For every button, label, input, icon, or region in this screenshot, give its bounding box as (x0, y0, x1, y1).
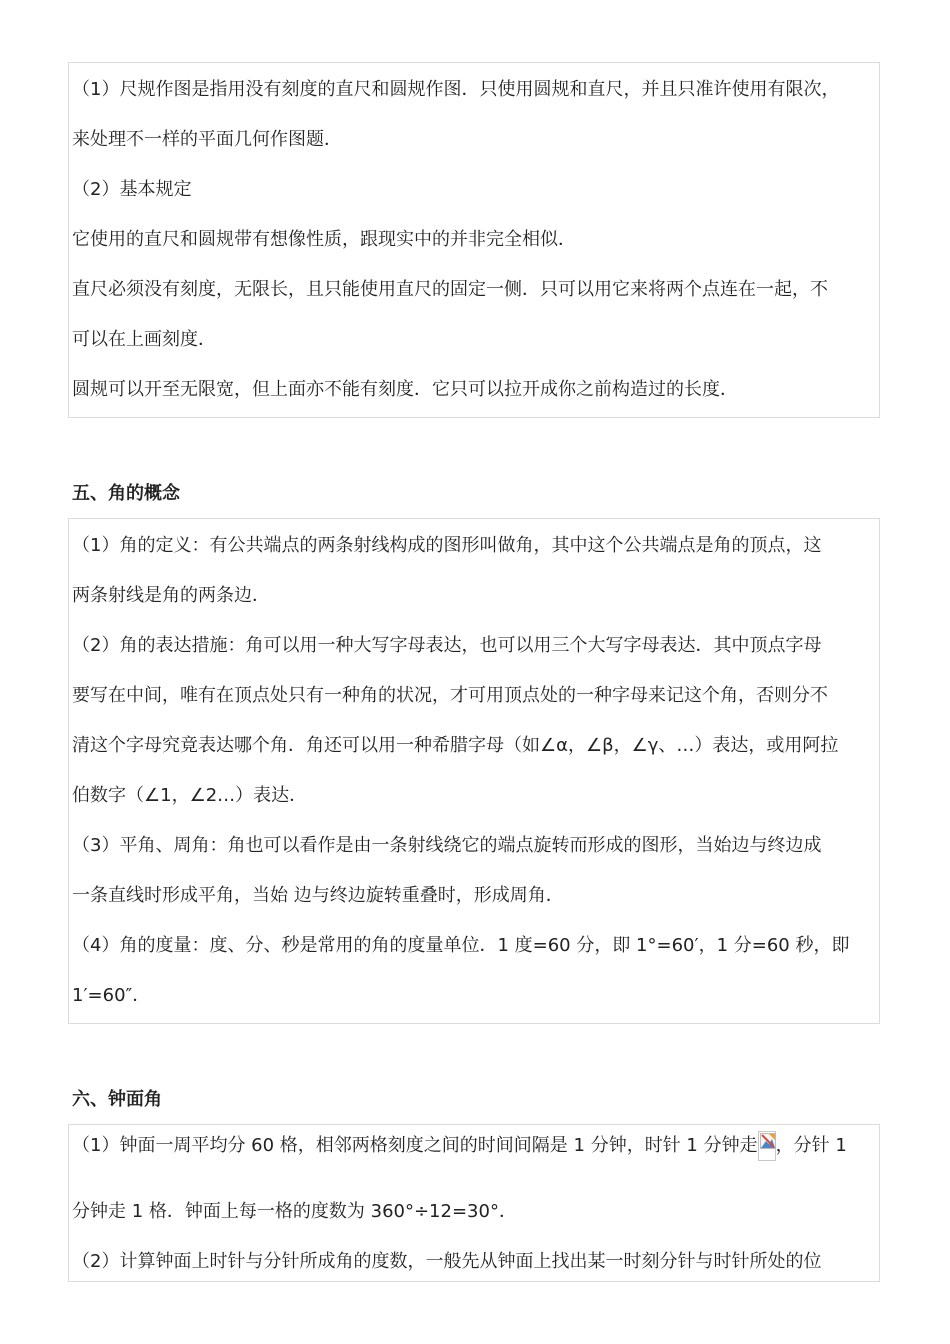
clock-angle-box (68, 1124, 880, 1282)
text-line: 分钟走 1 格．钟面上每一格的度数为 360°÷12=30°． (72, 1201, 517, 1222)
text-line: （2）计算钟面上时针与分针所成角的度数，一般先从钟面上找出某一时刻分针与时针所处的位 (72, 1251, 822, 1272)
text-line: 要写在中间，唯有在顶点处只有一种角的状况，才可用顶点处的一种字母来记这个角，否则分不 (72, 685, 828, 706)
broken-image-icon (758, 1131, 776, 1161)
text-line: 伯数字（∠1，∠2…）表达． (72, 785, 308, 806)
text-line: （3）平角、周角：角也可以看作是由一条射线绕它的端点旋转而形成的图形，当始边与终边成 (72, 835, 822, 856)
text-segment: （1）钟面一周平均分 60 格，相邻两格刻度之间的时间间隔是 1 分钟，时针 1 分钟走 (72, 1135, 758, 1156)
text-line: 一条直线时形成平角，当始 边与终边旋转重叠时，形成周角． (72, 885, 564, 906)
text-line: 圆规可以开至无限宽，但上面亦不能有刻度．它只可以拉开成你之前构造过的长度． (72, 379, 738, 400)
text-line: （1）角的定义：有公共端点的两条射线构成的图形叫做角，其中这个公共端点是角的顶点，这 (72, 535, 822, 556)
text-line: 1′=60″． (72, 985, 151, 1006)
text-line: 两条射线是角的两条边． (72, 585, 270, 606)
section-heading-clock-angle: 六、钟面角 (72, 1089, 162, 1110)
text-segment: ，分针 1 (775, 1135, 847, 1156)
angle-concept-box (68, 518, 880, 1024)
text-line: 可以在上画刻度． (72, 329, 216, 350)
text-line: （2）基本规定 (72, 179, 192, 200)
text-line: （1）尺规作图是指用没有刻度的直尺和圆规作图．只使用圆规和直尺，并且只准许使用有限次， (72, 79, 840, 100)
text-line: （4）角的度量：度、分、秒是常用的角的度量单位．1 度=60 分，即 1°=60′，1 分=60 秒，即 (72, 935, 850, 956)
text-line (72, 1127, 879, 1187)
text-line: 清这个字母究竟表达哪个角．角还可以用一种希腊字母（如∠α，∠β，∠γ、…）表达，或用阿拉 (72, 735, 839, 756)
section-heading-angle-concept: 五、角的概念 (72, 483, 180, 504)
text-line: 它使用的直尺和圆规带有想像性质，跟现实中的并非完全相似． (72, 229, 576, 250)
text-line: （2）角的表达措施：角可以用一种大写字母表达，也可以用三个大写字母表达．其中顶点字母 (72, 635, 822, 656)
text-line: 直尺必须没有刻度，无限长，且只能使用直尺的固定一侧．只可以用它来将两个点连在一起，不 (72, 279, 828, 300)
text-line: 来处理不一样的平面几何作图题． (72, 129, 342, 150)
construction-rules-box (68, 62, 880, 418)
